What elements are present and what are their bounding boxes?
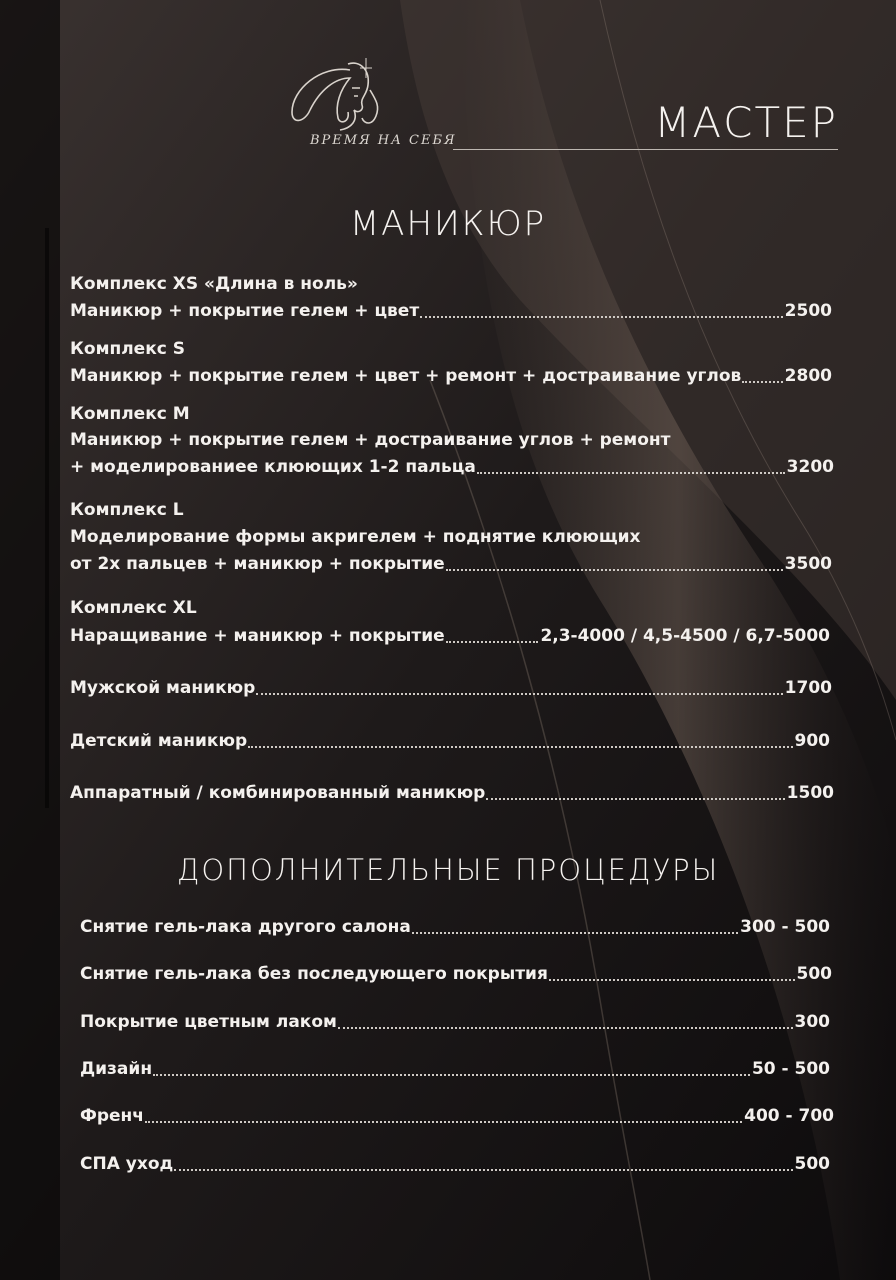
price-row <box>70 730 830 752</box>
dot-leader <box>153 1074 750 1076</box>
complex-heading <box>70 274 358 294</box>
complex-size: L <box>172 500 184 520</box>
service-name: Маникюр + покрытие гелем + цвет <box>70 301 420 321</box>
dot-leader <box>477 472 785 474</box>
price-row <box>70 456 834 478</box>
complex-size: M <box>172 404 190 424</box>
service-name: Френч <box>80 1106 144 1126</box>
service-name: Снятие гель-лака другого салона <box>80 917 411 937</box>
price-row <box>80 916 830 938</box>
price-row <box>80 1153 830 1175</box>
service-name: Снятие гель-лака без последующего покрытия <box>80 964 548 984</box>
complex-heading <box>70 500 184 520</box>
price-row <box>80 1105 834 1127</box>
complex-suffix: «Длина в ноль» <box>198 274 358 294</box>
dot-leader <box>446 569 783 571</box>
service-name: Дизайн <box>80 1059 153 1079</box>
dot-leader <box>174 1169 792 1171</box>
complex-prefix: Комплекс <box>70 339 173 359</box>
section-title-manicure: МАНИКЮР <box>349 204 547 244</box>
complex-heading <box>70 598 197 618</box>
complex-size: S <box>172 339 185 359</box>
service-price: 900 <box>794 731 830 751</box>
dot-leader <box>248 746 792 748</box>
service-price: 300 - 500 <box>740 917 830 937</box>
price-row <box>80 1058 830 1080</box>
complex-heading <box>70 339 185 359</box>
service-name: Маникюр + покрытие гелем + цвет + ремонт + достраивание углов <box>70 366 742 386</box>
service-name: от 2х пальцев + маникюр + покрытие <box>70 554 445 574</box>
service-price: 2500 <box>784 301 832 321</box>
brand-name: ВРЕМЯ НА СЕБЯ <box>310 133 457 148</box>
price-row <box>80 963 832 985</box>
complex-prefix: Комплекс <box>70 500 173 520</box>
price-row <box>70 625 830 647</box>
service-description: Маникюр + покрытие гелем + достраивание углов + ремонт <box>70 430 671 450</box>
complex-heading <box>70 404 190 424</box>
service-price: 500 <box>796 964 832 984</box>
price-row <box>80 1011 830 1033</box>
service-price: 3200 <box>786 457 834 477</box>
dot-leader <box>256 693 782 695</box>
dot-leader <box>420 316 782 318</box>
price-row <box>70 300 832 322</box>
price-row <box>70 677 832 699</box>
price-row <box>70 553 832 575</box>
price-row <box>70 782 834 804</box>
service-name: Мужской маникюр <box>70 678 256 698</box>
service-name: Аппаратный / комбинированный маникюр <box>70 783 486 803</box>
service-price: 50 - 500 <box>751 1059 830 1079</box>
service-price: 300 <box>794 1012 830 1032</box>
service-name: Наращивание + маникюр + покрытие <box>70 626 445 646</box>
service-name: Детский маникюр <box>70 731 248 751</box>
price-row <box>70 365 832 387</box>
complex-prefix: Комплекс <box>70 274 173 294</box>
service-price: 400 - 700 <box>744 1106 834 1126</box>
complex-prefix: Комплекс <box>70 598 173 618</box>
service-price: 2,3-4000 / 4,5-4500 / 6,7-5000 <box>540 626 830 646</box>
dot-leader <box>338 1027 793 1029</box>
dot-leader <box>145 1121 742 1123</box>
dot-leader <box>742 381 782 383</box>
service-description: Моделирование формы акригелем + поднятие клюющих <box>70 527 641 547</box>
section-title-extra: ДОПОЛНИТЕЛЬНЫЕ ПРОЦЕДУРЫ <box>176 853 720 887</box>
service-price: 1500 <box>786 783 834 803</box>
complex-size: XL <box>172 598 197 618</box>
service-price: 1700 <box>784 678 832 698</box>
service-name: + моделированиее клюющих 1-2 пальца <box>70 457 476 477</box>
dot-leader <box>446 641 539 643</box>
service-name: СПА уход <box>80 1154 174 1174</box>
service-price: 500 <box>794 1154 830 1174</box>
service-price: 3500 <box>784 554 832 574</box>
dot-leader <box>486 798 784 800</box>
service-name: Покрытие цветным лаком <box>80 1012 337 1032</box>
dot-leader <box>549 979 795 981</box>
page-title: МАСТЕР <box>654 98 838 147</box>
complex-prefix: Комплекс <box>70 404 173 424</box>
complex-size: XS <box>172 274 199 294</box>
service-price: 2800 <box>784 366 832 386</box>
dot-leader <box>412 932 738 934</box>
